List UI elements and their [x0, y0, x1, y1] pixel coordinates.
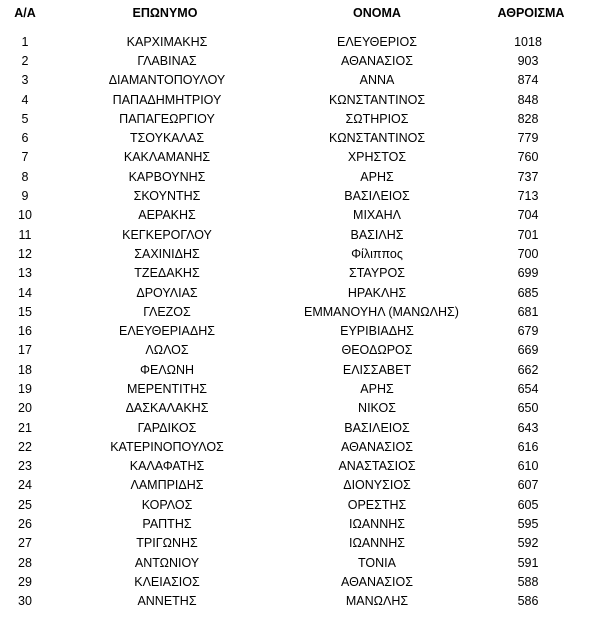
sum-cell: 701: [517, 227, 539, 242]
table-row: [0, 264, 596, 283]
column-header-sum: ΑΘΡΟΙΣΜΑ: [497, 6, 565, 20]
sum-cell: 595: [517, 517, 539, 532]
surname-cell: ΜΕΡΕΝΤΙΤΗΣ: [127, 381, 207, 396]
row-number: 26: [18, 517, 32, 532]
row-number: 1: [21, 34, 29, 49]
row-number: 14: [18, 285, 32, 300]
name-cell: ΒΑΣΙΛΕΙΟΣ: [344, 420, 410, 435]
sum-cell: 903: [517, 53, 539, 68]
row-number: 24: [18, 478, 32, 493]
row-number: 7: [21, 150, 29, 165]
name-cell: ΑΘΑΝΑΣΙΟΣ: [341, 574, 413, 589]
row-number: 23: [18, 459, 32, 474]
table-row: [0, 109, 596, 128]
surname-cell: ΤΣΟΥΚΑΛΑΣ: [129, 131, 205, 146]
row-number: 2: [21, 53, 29, 68]
table-row: [0, 71, 596, 90]
sum-cell: 704: [517, 208, 539, 223]
row-number: 20: [18, 401, 32, 416]
surname-cell: ΚΑΤΕΡΙΝΟΠΟΥΛΟΣ: [110, 439, 224, 454]
surname-cell: ΚΑΛΑΦΑΤΗΣ: [129, 459, 205, 474]
row-number: 12: [18, 246, 32, 261]
name-cell: ΚΩΝΣΤΑΝΤΙΝΟΣ: [328, 131, 426, 146]
name-cell: ΑΝΝΑ: [359, 73, 395, 88]
name-cell: ΚΩΝΣΤΑΝΤΙΝΟΣ: [328, 92, 426, 107]
row-number: 3: [21, 73, 29, 88]
surname-cell: ΣΚΟΥΝΤΗΣ: [133, 189, 201, 204]
results-table: [0, 6, 596, 611]
table-row: [0, 572, 596, 591]
table-row: [0, 302, 596, 321]
surname-cell: ΡΑΠΤΗΣ: [142, 517, 192, 532]
row-number: 27: [18, 536, 32, 551]
name-cell: ΕΛΕΥΘΕΡΙΟΣ: [337, 34, 417, 49]
surname-cell: ΑΝΤΩΝΙΟΥ: [134, 555, 200, 570]
name-cell: ΙΩΑΝΝΗΣ: [349, 517, 405, 532]
row-number: 9: [21, 189, 29, 204]
table-row: [0, 148, 596, 167]
sum-cell: 592: [517, 536, 539, 551]
sum-cell: 828: [517, 111, 539, 126]
row-number: 19: [18, 381, 32, 396]
name-cell: ΜΑΝΩΛΗΣ: [345, 594, 409, 609]
name-cell: ΣΤΑΥΡΟΣ: [349, 266, 405, 281]
name-cell: ΔΙΟΝΥΣΙΟΣ: [343, 478, 411, 493]
row-number: 8: [21, 169, 29, 184]
table-row: [0, 225, 596, 244]
column-header-name: ΟΝΟΜΑ: [353, 6, 401, 20]
surname-cell: ΠΑΠΑΔΗΜΗΤΡΙΟΥ: [112, 92, 222, 107]
name-cell: ΟΡΕΣΤΗΣ: [347, 497, 407, 512]
sum-cell: 654: [517, 381, 539, 396]
surname-cell: ΤΡΙΓΩΝΗΣ: [136, 536, 198, 551]
row-number: 13: [18, 266, 32, 281]
surname-cell: ΑΝΝΕΤΗΣ: [137, 594, 197, 609]
surname-cell: ΛΑΜΠΡΙΔΗΣ: [130, 478, 204, 493]
table-row: [0, 592, 596, 611]
name-cell: ΑΡΗΣ: [360, 381, 394, 396]
sum-cell: 699: [517, 266, 539, 281]
table-row: [0, 206, 596, 225]
surname-cell: ΓΛΑΒΙΝΑΣ: [137, 53, 197, 68]
name-cell: ΝΙΚΟΣ: [358, 401, 396, 416]
surname-cell: ΔΡΟΥΛΙΑΣ: [136, 285, 198, 300]
table-row: [0, 553, 596, 572]
table-body: [0, 32, 596, 611]
table-row: [0, 495, 596, 514]
name-cell: ΘΕΟΔΩΡΟΣ: [341, 343, 413, 358]
row-number: 10: [18, 208, 32, 223]
surname-cell: ΑΕΡΑΚΗΣ: [138, 208, 196, 223]
surname-cell: ΚΕΓΚΕΡΟΓΛΟΥ: [122, 227, 212, 242]
table-row: [0, 186, 596, 205]
table-row: [0, 341, 596, 360]
table-row: [0, 32, 596, 51]
name-cell: ΕΛΙΣΣΑΒΕΤ: [342, 362, 412, 377]
sum-cell: 669: [517, 343, 539, 358]
surname-cell: ΚΑΡΒΟΥΝΗΣ: [128, 169, 206, 184]
sum-cell: 679: [517, 324, 539, 339]
surname-cell: ΕΛΕΥΘΕΡΙΑΔΗΣ: [119, 324, 215, 339]
sum-cell: 779: [517, 131, 539, 146]
sum-cell: 591: [517, 555, 539, 570]
row-number: 6: [21, 131, 29, 146]
name-cell: ΑΝΑΣΤΑΣΙΟΣ: [338, 459, 416, 474]
sum-cell: 685: [517, 285, 539, 300]
surname-cell: ΚΛΕΙΑΣΙΟΣ: [134, 574, 200, 589]
surname-cell: ΚΑΚΛΑΜΑΝΗΣ: [123, 150, 211, 165]
surname-cell: ΤΖΕΔΑΚΗΣ: [134, 266, 200, 281]
row-number: 29: [18, 574, 32, 589]
name-cell: ΒΑΣΙΛΗΣ: [350, 227, 404, 242]
sum-cell: 643: [517, 420, 539, 435]
table-row: [0, 534, 596, 553]
name-cell: ΕΥΡΙΒΙΑΔΗΣ: [340, 324, 414, 339]
column-header-aa: Α/Α: [14, 6, 36, 20]
surname-cell: ΓΑΡΔΙΚΟΣ: [137, 420, 197, 435]
name-cell: ΤΟΝΙΑ: [358, 555, 396, 570]
sum-cell: 588: [517, 574, 539, 589]
row-number: 30: [18, 594, 32, 609]
table-row: [0, 457, 596, 476]
sum-cell: 700: [517, 246, 539, 261]
column-header-surname: ΕΠΩΝΥΜΟ: [132, 6, 198, 20]
name-cell: ΣΩΤΗΡΙΟΣ: [345, 111, 409, 126]
sum-cell: 1018: [514, 34, 542, 49]
name-cell: Φίλιππος: [351, 246, 403, 261]
table-row: [0, 283, 596, 302]
surname-cell: ΔΙΑΜΑΝΤΟΠΟΥΛΟΥ: [108, 73, 226, 88]
table-row: [0, 476, 596, 495]
surname-cell: ΓΛΕΖΟΣ: [143, 304, 191, 319]
table-header-row: [0, 6, 596, 32]
row-number: 21: [18, 420, 32, 435]
row-number: 4: [21, 92, 29, 107]
sum-cell: 586: [517, 594, 539, 609]
table-row: [0, 128, 596, 147]
surname-cell: ΦΕΛΩΝΗ: [139, 362, 195, 377]
surname-cell: ΣΑΧΙΝΙΔΗΣ: [134, 246, 200, 261]
row-number: 18: [18, 362, 32, 377]
name-cell: ΒΑΣΙΛΕΙΟΣ: [344, 189, 410, 204]
surname-cell: ΠΑΠΑΓΕΩΡΓΙΟΥ: [119, 111, 215, 126]
table-row: [0, 321, 596, 340]
name-cell: ΗΡΑΚΛΗΣ: [347, 285, 407, 300]
surname-cell: ΔΑΣΚΑΛΑΚΗΣ: [125, 401, 209, 416]
name-cell: ΑΘΑΝΑΣΙΟΣ: [341, 439, 413, 454]
row-number: 28: [18, 555, 32, 570]
sum-cell: 610: [517, 459, 539, 474]
row-number: 15: [18, 304, 32, 319]
sum-cell: 650: [517, 401, 539, 416]
surname-cell: ΚΟΡΛΟΣ: [141, 497, 193, 512]
sum-cell: 874: [517, 73, 539, 88]
row-number: 11: [18, 227, 32, 242]
table-row: [0, 399, 596, 418]
row-number: 22: [18, 439, 32, 454]
table-row: [0, 514, 596, 533]
table-row: [0, 90, 596, 109]
table-row: [0, 167, 596, 186]
sum-cell: 605: [517, 497, 539, 512]
sum-cell: 662: [517, 362, 539, 377]
name-cell: ΜΙΧΑΗΛ: [353, 208, 401, 223]
name-cell: ΑΘΑΝΑΣΙΟΣ: [341, 53, 413, 68]
surname-cell: ΚΑΡΧΙΜΑΚΗΣ: [126, 34, 208, 49]
sum-cell: 607: [517, 478, 539, 493]
table-row: [0, 244, 596, 263]
table-row: [0, 379, 596, 398]
table-row: [0, 418, 596, 437]
row-number: 5: [21, 111, 29, 126]
name-cell: ΑΡΗΣ: [360, 169, 394, 184]
sum-cell: 681: [517, 304, 539, 319]
sum-cell: 760: [517, 150, 539, 165]
sum-cell: 713: [517, 189, 539, 204]
name-cell: ΧΡΗΣΤΟΣ: [347, 150, 407, 165]
table-row: [0, 437, 596, 456]
row-number: 17: [18, 343, 32, 358]
row-number: 16: [18, 324, 32, 339]
sum-cell: 848: [517, 92, 539, 107]
sum-cell: 616: [517, 439, 539, 454]
surname-cell: ΛΩΛΟΣ: [145, 343, 189, 358]
row-number: 25: [18, 497, 32, 512]
table-row: [0, 360, 596, 379]
table-row: [0, 51, 596, 70]
name-cell: ΕΜΜΑΝΟΥΗΛ (ΜΑΝΩΛΗΣ): [304, 304, 459, 319]
name-cell: ΙΩΑΝΝΗΣ: [349, 536, 405, 551]
sum-cell: 737: [517, 169, 539, 184]
